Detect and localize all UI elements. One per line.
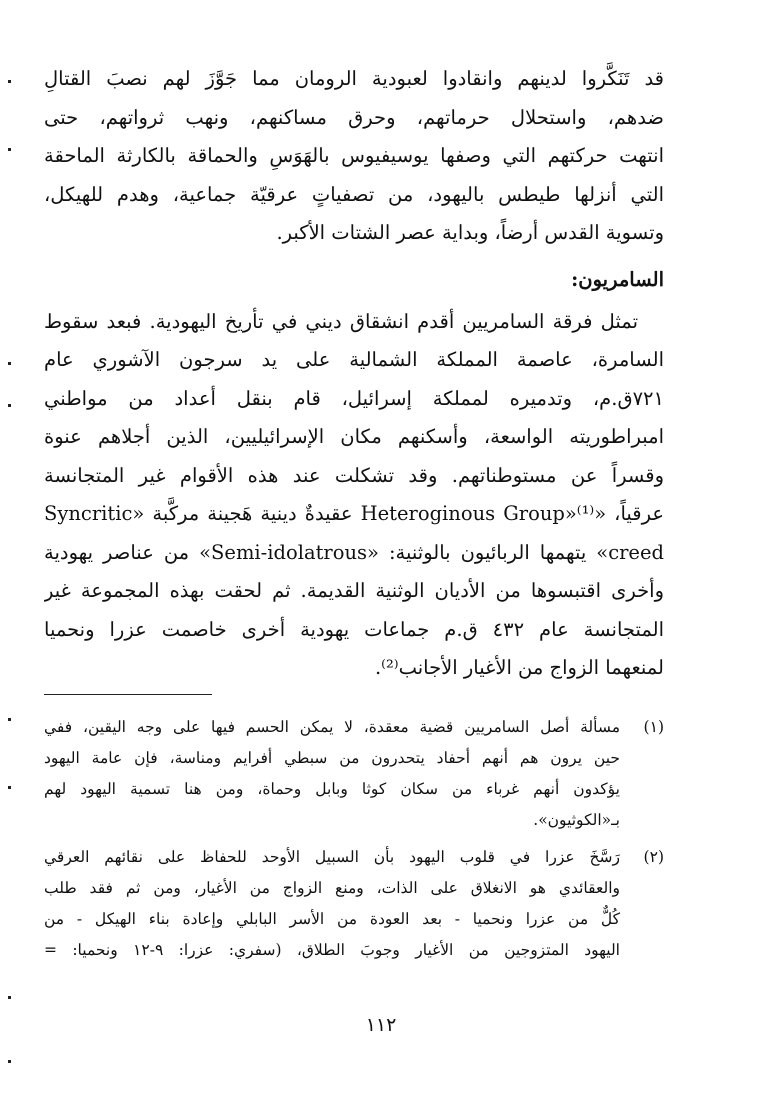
footnote-line: حين يرون هم أنهم أحفاد يتحدرون من سبطي أفرايم ومناسة، فإن عامة اليهود — [44, 748, 620, 767]
footnote-separator — [44, 694, 212, 695]
footnote-line: اليهود المتزوجين من الأغيار وجوبَ الطلاق، (سفري: عزرا: ٩-١٢ ونحميا: = — [44, 940, 620, 959]
footnote-2 — [44, 842, 664, 966]
text-line: لمنعهما الزواج من الأغيار الأجانب⁽²⁾. — [374, 656, 664, 679]
paragraph-samaritans — [44, 303, 664, 688]
footnote-line: والعقائدي هو الانغلاق على الذات، ومنع الزواج من الأغيار، ومن ثم فقد طلب — [44, 878, 620, 897]
scan-mark — [8, 80, 11, 83]
scan-mark — [8, 786, 11, 789]
scan-mark — [8, 404, 11, 407]
footnote-1 — [44, 712, 664, 836]
text-line: ضدهم، واستحلال حرماتهم، وحرق مساكنهم، ونهب ثرواتهم، حتى — [44, 105, 664, 129]
page-number: ١١٢ — [365, 1014, 397, 1036]
text-line: وتسوية القدس أرضاً، وبداية عصر الشتات الأكبر. — [276, 221, 664, 244]
text-line: وأخرى اقتبسوها من الأديان الوثنية القديمة. ثم لحقت بهذه المجموعة غير — [44, 579, 664, 602]
scan-mark — [8, 362, 11, 365]
text-line: انتهت حركتهم التي وصفها يوسيفيوس بالهَوَسِ والحماقة بالكارثة الماحقة — [44, 144, 664, 167]
paragraph-intro — [44, 60, 664, 253]
page-content — [44, 60, 664, 966]
footnote-number: (١) — [643, 717, 664, 736]
text-line: عرقياً، «Heteroginous Group»⁽¹⁾ عقيدةٌ دينية هَجينة مركَّبة «Syncritic — [44, 502, 664, 525]
text-line: creed» يتهمها الربائيون بالوثنية: «Semi-idolatrous» من عناصر يهودية — [44, 540, 664, 564]
footnote-line: يؤكدون أنهم غرباء من سكان كوثا وبابل وحماة، ومن هنا تسمية اليهود لهم — [44, 779, 620, 798]
footnote-number: (٢) — [643, 847, 664, 866]
footnote-line: رَسَّخَ عزرا في قلوب اليهود بأن السبيل الأوحد للحفاظ على نقائهم العرقي — [44, 847, 620, 866]
scan-mark — [8, 1060, 11, 1063]
text-line: وقسراً عن مستوطناتهم. وقد تشكلت عند هذه الأقوام غير المتجانسة — [44, 463, 664, 487]
text-line: التي أنزلها طيطس باليهود، من تصفياتٍ عرقيّة جماعية، وهدم للهيكل، — [44, 182, 664, 206]
text-line: السامرة، عاصمة المملكة الشمالية على يد سرجون الآشوري عام — [44, 348, 664, 371]
scan-mark — [8, 996, 11, 999]
text-line: المتجانسة عام ٤٣٢ ق.م جماعات يهودية أخرى خاصمت عزرا ونحميا — [44, 617, 664, 641]
footnote-line: مسألة أصل السامريين قضية معقدة، لا يمكن الحسم فيها على وجه اليقين، ففي — [44, 717, 620, 736]
scan-mark — [8, 148, 11, 151]
footnote-line: كُلٌّ من عزرا ونحميا - بعد العودة من الأسر البابلي وإعادة بناء الهيكل - من — [44, 909, 620, 928]
text-line: امبراطوريته الواسعة، وأسكنهم مكان الإسرائيليين، الذين أجلاهم عنوة — [44, 425, 664, 448]
scan-mark — [8, 718, 11, 721]
section-heading: السامريون: — [571, 267, 664, 291]
text-line: ٧٢١ق.م، وتدميره لمملكة إسرائيل، قام بنقل أعداد من مواطني — [44, 386, 664, 410]
footnote-separator-area — [44, 688, 664, 706]
text-line: قد تَنَكَّروا لدينهم وانقادوا لعبودية الرومان مما جَوَّزَ لهم نصبَ القتالِ — [44, 67, 664, 90]
footnote-line: بـ«الكوثيون». — [533, 810, 620, 829]
text-line: تمثل فرقة السامريين أقدم انشقاق ديني في تأريخ اليهودية. فبعد سقوط — [44, 309, 638, 333]
